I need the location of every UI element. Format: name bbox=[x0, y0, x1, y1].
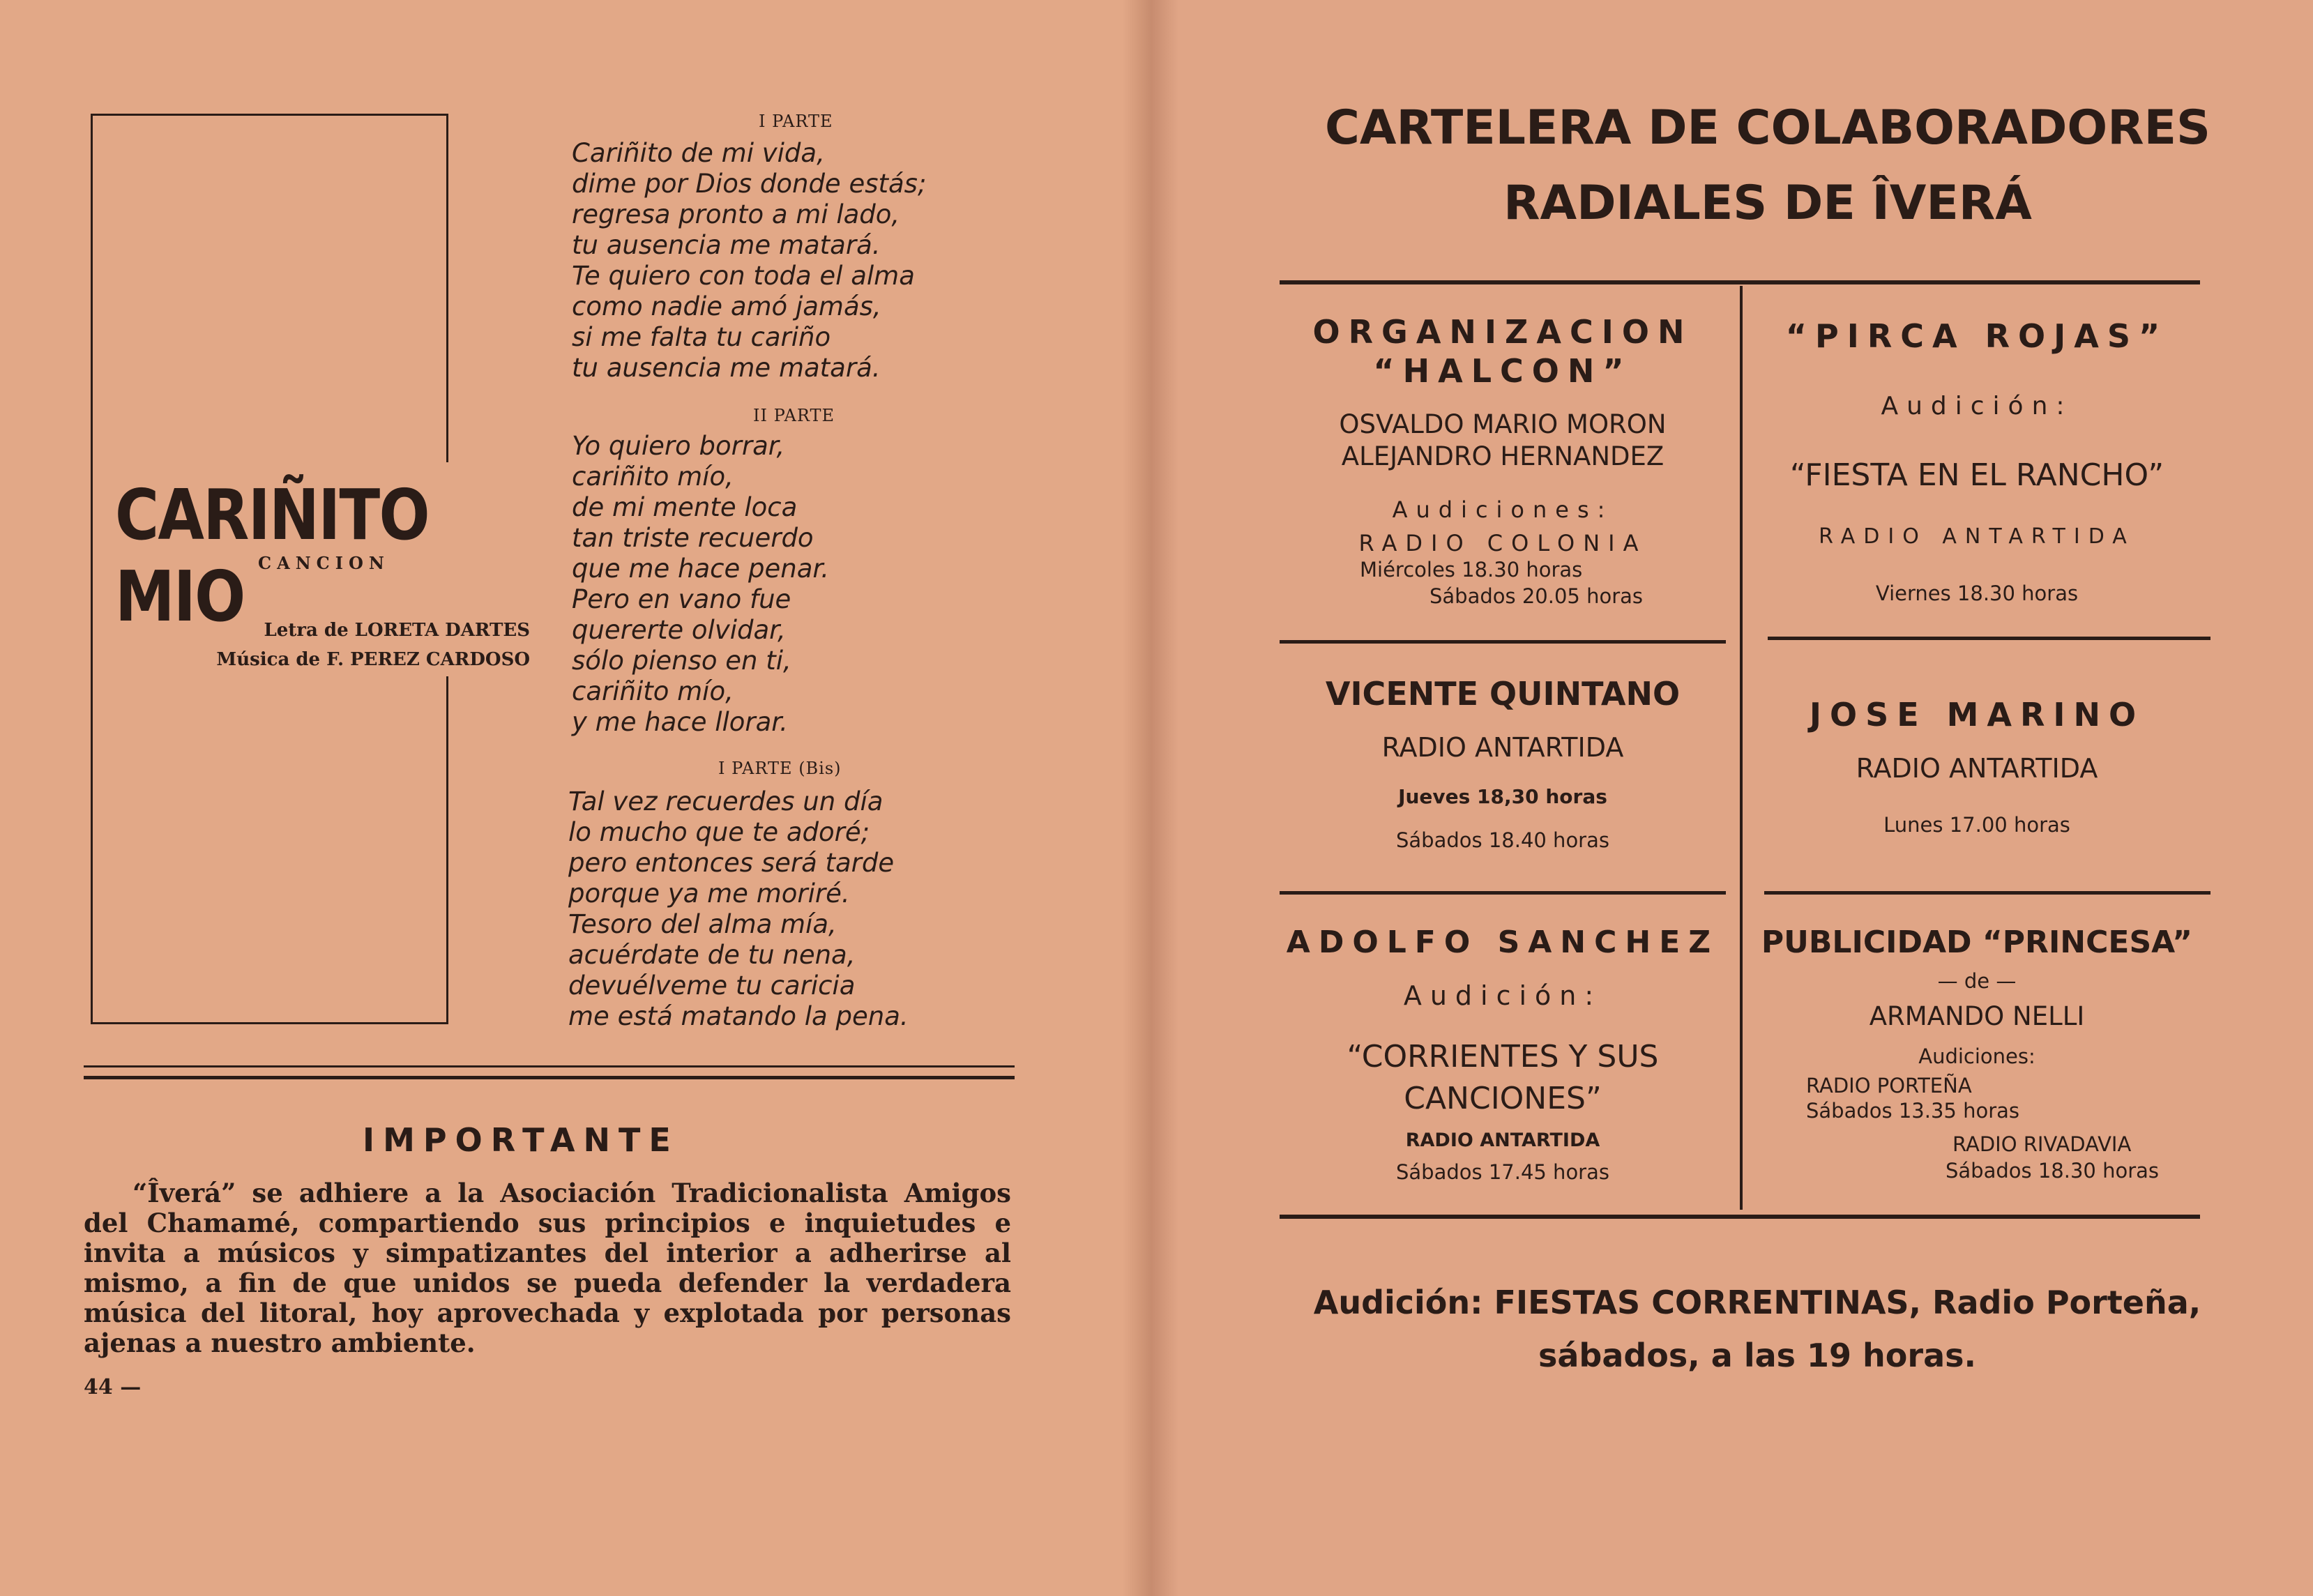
lyric-line: Tesoro del alma mía, bbox=[568, 909, 837, 939]
lyric-line: sólo pienso en ti, bbox=[572, 646, 791, 676]
lyric-line: Pero en vano fue bbox=[572, 584, 791, 614]
c5-audicion: Audición: bbox=[1403, 980, 1602, 1011]
table-center-rule bbox=[1740, 286, 1743, 1210]
lyric-line: tan triste recuerdo bbox=[572, 523, 814, 553]
part1-heading: I PARTE bbox=[759, 112, 833, 131]
song-credits bbox=[202, 616, 530, 674]
lyrics-part1 bbox=[572, 138, 962, 383]
c1-name: ALEJANDRO HERNANDEZ bbox=[1341, 441, 1664, 471]
c6-de: — de — bbox=[1937, 969, 2017, 993]
song-title: CARIÑITO MIO bbox=[115, 474, 429, 637]
lyric-line: de mi mente loca bbox=[572, 492, 798, 522]
row-rule bbox=[1280, 891, 1726, 895]
c5-show bbox=[1283, 1036, 1722, 1120]
table-top-rule bbox=[1280, 280, 2200, 284]
lyric-line: Tal vez recuerdes un día bbox=[568, 786, 884, 816]
song-subtitle: CANCION bbox=[258, 553, 390, 573]
lyric-line: Te quiero con toda el alma bbox=[572, 261, 915, 291]
page-number: 44 — bbox=[84, 1375, 142, 1399]
divider-rule bbox=[84, 1076, 1015, 1079]
c1-heading-line-1: ORGANIZACION bbox=[1312, 313, 1693, 351]
lyric-line: acuérdate de tu nena, bbox=[568, 940, 856, 970]
book-spine bbox=[1123, 0, 1178, 1596]
c5-radio: RADIO ANTARTIDA bbox=[1405, 1130, 1600, 1151]
row-rule bbox=[1764, 891, 2210, 895]
important-paragraph: “Îverá” se adhiere a la Asociación Tradicionalista Amigos del Chamamé, compartiendo sus principios e inquietudes e invita a músicos y simpatizantes del interior a adherirse al mismo, a fin de que unidos se pueda defender la verdadera música del litoral, hoy aprovechada y explotada por personas ajenas a nuestro ambiente. bbox=[84, 1178, 1011, 1358]
lyric-line: lo mucho que te adoré; bbox=[568, 817, 870, 847]
right-page bbox=[1151, 0, 2313, 1596]
c1-radio: RADIO COLONIA bbox=[1358, 530, 1647, 556]
c1-audiciones: Audiciones: bbox=[1392, 496, 1614, 523]
lyric-line: pero entonces será tarde bbox=[568, 848, 895, 878]
c4-time: Lunes 17.00 horas bbox=[1883, 813, 2070, 837]
lyrics-part2 bbox=[572, 431, 962, 738]
c5-heading: ADOLFO SANCHEZ bbox=[1286, 925, 1720, 960]
lyric-line: dime por Dios donde estás; bbox=[572, 169, 927, 199]
c5-time: Sábados 17.45 horas bbox=[1395, 1160, 1609, 1184]
lyric-line: tu ausencia me matará. bbox=[572, 353, 881, 383]
song-frame-right-top bbox=[446, 114, 448, 462]
lyric-line: que me hace penar. bbox=[572, 554, 829, 584]
title-line-2: RADIALES DE ÎVERÁ bbox=[1503, 176, 2032, 231]
c2-radio: RADIO ANTARTIDA bbox=[1819, 524, 2135, 549]
important-text bbox=[84, 1178, 1011, 1358]
part3-heading: I PARTE (Bis) bbox=[718, 759, 842, 778]
important-title: IMPORTANTE bbox=[363, 1121, 679, 1159]
c6-name: ARMANDO NELLI bbox=[1869, 1001, 2085, 1031]
c2-heading: “PIRCA ROJAS” bbox=[1785, 317, 2169, 355]
c2-show: “FIESTA EN EL RANCHO” bbox=[1789, 457, 2164, 493]
title-line-1: CARTELERA DE COLABORADORES bbox=[1324, 100, 2211, 155]
part2-heading: II PARTE bbox=[753, 406, 835, 425]
c2-time: Viernes 18.30 horas bbox=[1875, 582, 2079, 605]
c4-radio: RADIO ANTARTIDA bbox=[1856, 753, 2098, 784]
lyric-line: devuélveme tu caricia bbox=[568, 971, 856, 1001]
c1-name: OSVALDO MARIO MORON bbox=[1339, 409, 1667, 439]
c6-heading: PUBLICIDAD “PRINCESA” bbox=[1761, 925, 2193, 960]
c6-audiciones: Audiciones: bbox=[1918, 1044, 2035, 1068]
c1-heading-line-2: “HALCON” bbox=[1373, 352, 1632, 390]
left-page bbox=[0, 0, 1151, 1596]
row-rule bbox=[1280, 640, 1726, 644]
lyric-line: cariñito mío, bbox=[572, 676, 734, 706]
c5-show-line-1: “CORRIENTES Y SUS bbox=[1347, 1039, 1659, 1074]
lyrics-part3 bbox=[568, 786, 959, 1032]
lyric-line: cariñito mío, bbox=[572, 462, 734, 492]
lyric-line: y me hace llorar. bbox=[572, 707, 788, 737]
lyric-line: quererte olvidar, bbox=[572, 615, 786, 645]
c1-names bbox=[1283, 409, 1722, 473]
c4-heading: JOSE MARINO bbox=[1809, 696, 2145, 734]
c3-radio: RADIO ANTARTIDA bbox=[1381, 732, 1624, 763]
lyric-line: Yo quiero borrar, bbox=[572, 431, 785, 461]
song-frame-right-bottom bbox=[446, 676, 448, 1022]
c6-time-2: Sábados 18.30 horas bbox=[1946, 1159, 2160, 1183]
c1-heading bbox=[1283, 312, 1722, 390]
c3-time-2: Sábados 18.40 horas bbox=[1395, 828, 1609, 852]
lyric-line: regresa pronto a mi lado, bbox=[572, 199, 900, 229]
divider-rule bbox=[84, 1065, 1015, 1067]
c6-radio-2: RADIO RIVADAVIA bbox=[1952, 1132, 2132, 1156]
row-rule bbox=[1768, 637, 2210, 640]
lyric-line: si me falta tu cariño bbox=[572, 322, 831, 352]
c1-time-1: Miércoles 18.30 horas bbox=[1360, 558, 1583, 582]
c5-show-line-2: CANCIONES” bbox=[1404, 1081, 1602, 1116]
c3-heading: VICENTE QUINTANO bbox=[1325, 675, 1681, 713]
lyric-line: tu ausencia me matará. bbox=[572, 230, 881, 260]
footer-line-2: sábados, a las 19 horas. bbox=[1538, 1337, 1976, 1374]
lyric-line: como nadie amó jamás, bbox=[572, 291, 881, 321]
c6-radio-1: RADIO PORTEÑA bbox=[1806, 1074, 1972, 1097]
c3-time-1: Jueves 18,30 horas bbox=[1398, 785, 1607, 808]
c2-audicion: Audición: bbox=[1881, 392, 2073, 420]
c6-time-1: Sábados 13.35 horas bbox=[1806, 1099, 2020, 1123]
footer-announcement bbox=[1290, 1276, 2224, 1382]
table-bottom-rule bbox=[1280, 1215, 2200, 1219]
lyric-line: me está matando la pena. bbox=[568, 1001, 909, 1031]
music-credit: Música de F. PEREZ CARDOSO bbox=[216, 649, 530, 670]
c1-time-2: Sábados 20.05 horas bbox=[1429, 584, 1644, 608]
footer-line-1: Audición: FIESTAS CORRENTINAS, Radio Porteña, bbox=[1313, 1284, 2201, 1321]
lyric-line: porque ya me moriré. bbox=[568, 879, 850, 909]
page-title bbox=[1304, 91, 2231, 241]
lyric-line: Cariñito de mi vida, bbox=[572, 138, 825, 168]
lyrics-credit: Letra de LORETA DARTES bbox=[264, 620, 530, 641]
